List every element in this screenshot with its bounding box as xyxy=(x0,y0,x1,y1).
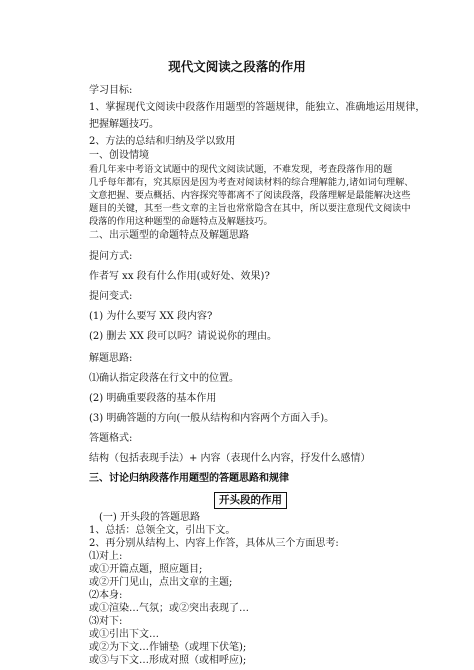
format-text-inner: 结构（包括表现手法）+ 内容（表现什么内容，抒发什么感情） xyxy=(89,453,371,464)
approach-3: (3) 明确答题的方向(一般从结构和内容两个方面入手)。 xyxy=(89,413,335,424)
approach-1: ⑴确认指定段落在行文中的位置。 xyxy=(89,373,239,384)
goal-1-line-b: 把握解题技巧。 xyxy=(89,119,159,130)
approach-label: 解题思路: xyxy=(89,353,133,364)
opening-approach-heading: (一) 开头段的答题思路 xyxy=(99,512,200,523)
variant-1: (1) 为什么要写 XX 段内容? xyxy=(89,311,213,322)
section-2-heading: 二、出示题型的命题特点及解题思路 xyxy=(89,230,249,241)
aspect-below: ⑶对下: xyxy=(89,616,123,627)
paragraph-line-2: 几乎每年都有，究其原因是因为考查对阅读材料的综合理解能力,诸如词句理解、 xyxy=(89,177,414,188)
aspect-self: ⑵本身: xyxy=(89,590,123,601)
aspect-self-1: 或①渲染…气氛；或②突出表现了… xyxy=(89,603,249,614)
ask-label: 提问方式: xyxy=(89,251,133,262)
paragraph-line-3: 文意把握、要点概括、内容探究等都离不了阅读段落，段落理解是最能解决这些 xyxy=(89,190,411,201)
aspect-above-2: 或②开门见山，点出文章的主题; xyxy=(89,577,233,588)
opening-paragraph-heading-box: 开头段的作用 xyxy=(214,492,287,509)
aspect-below-3: 或③与下文…形成对照（或相呼应); xyxy=(89,655,247,666)
paragraph-line-1: 看几年来中考语文试题中的现代文阅读试题，不难发现，考查段落作用的题 xyxy=(89,164,393,175)
section-1-heading: 一、创设情境 xyxy=(89,150,149,161)
ask-question: 作者写 xx 段有什么作用(或好处、效果)? xyxy=(89,271,270,282)
variant-2: (2) 删去 XX 段可以吗？请说说你的理由。 xyxy=(89,331,277,342)
aspect-below-1: 或①引出下文… xyxy=(89,629,159,640)
paragraph-line-5: 段落的作用这种题型的命题特点及解题技巧。 xyxy=(89,216,273,227)
page-title: 现代文阅读之段落的作用 xyxy=(168,59,306,74)
paragraph-line-4: 题目的关键，其至一些文章的主旨也常常隐含在其中，所以要注意现代文阅读中 xyxy=(89,203,411,214)
goals-label: 学习目标: xyxy=(89,85,133,96)
goal-1-line-a: 1、掌握现代文阅读中段落作用题型的答题规律，能独立、准确地运用规律， xyxy=(89,102,426,113)
opening-item-2: 2、再分别从结构上、内容上作答，具体从三个方面思考: xyxy=(89,538,339,549)
format-text xyxy=(89,453,371,465)
goal-2: 2、方法的总结和归纳及学以致用 xyxy=(89,136,236,147)
opening-item-1: 1、总括：总领全文，引出下文。 xyxy=(89,525,236,536)
aspect-above-1: 或①开篇点题，照应题目; xyxy=(89,564,203,575)
format-label: 答题格式: xyxy=(89,433,133,444)
section-3-heading: 三、讨论归纳段落作用题型的答题思路和规律 xyxy=(89,473,289,484)
aspect-below-2: 或②为下文…作铺垫（或埋下伏笔); xyxy=(89,642,247,653)
aspect-above: ⑴对上: xyxy=(89,551,123,562)
variant-label: 提问变式: xyxy=(89,291,133,302)
approach-2: (2) 明确重要段落的基本作用 xyxy=(89,393,217,404)
